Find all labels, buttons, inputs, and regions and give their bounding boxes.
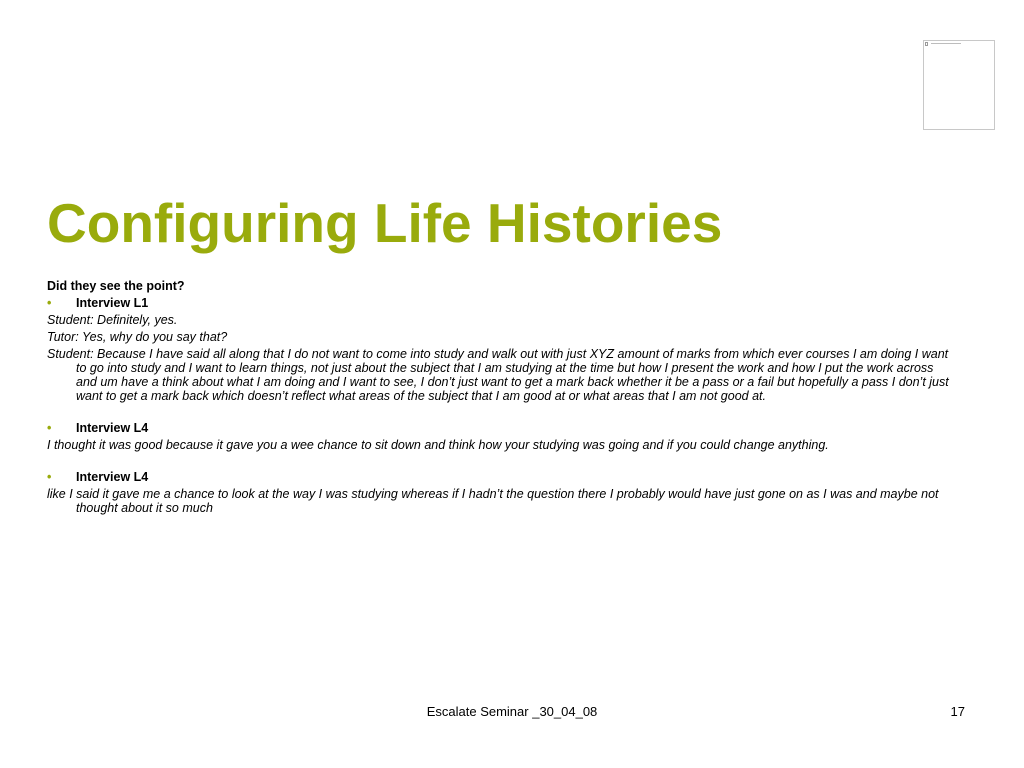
bullet-item-interview-l4-second bbox=[47, 470, 957, 484]
bullet-icon: • bbox=[47, 421, 52, 435]
transcript-line: like I said it gave me a chance to look at the way I was studying whereas if I hadn’t the question there I probably would have just gone on as I was and maybe not thought about it so much bbox=[47, 487, 939, 515]
bullet-icon: • bbox=[47, 470, 52, 484]
transcript-line: Tutor: Yes, why do you say that? bbox=[47, 330, 228, 344]
spacer bbox=[47, 406, 957, 421]
bullet-item-interview-l4 bbox=[47, 421, 957, 435]
interview-label: Interview L1 bbox=[76, 296, 149, 310]
spacer bbox=[47, 455, 957, 470]
slide-thumbnail-icon bbox=[925, 42, 928, 46]
page-number: 17 bbox=[950, 704, 965, 719]
slide-content bbox=[47, 279, 957, 518]
question-heading: Did they see the point? bbox=[47, 279, 185, 293]
thumbnail-text-line bbox=[931, 43, 961, 44]
bullet-item-interview-l1 bbox=[47, 296, 957, 310]
transcript-line: Student: Because I have said all along that I do not want to come into study and walk out with just XYZ amount of marks from which ever courses I am doing I want to go into study and I want to learn things, not just about the subject that I am studying at the time but how I present the work and how I put the work across and um have a think about what I am doing and I want to see, I don’t just want to get a mark back whether it be a pass or a fail but hopefully a pass I don’t just want to get a mark back which doesn’t reflect what areas of the subject that I am good at or what areas that I am not good at. bbox=[47, 347, 949, 403]
bullet-icon: • bbox=[47, 296, 52, 310]
slide-title: Configuring Life Histories bbox=[47, 192, 723, 254]
transcript-line: I thought it was good because it gave you a wee chance to sit down and think how your studying was going and if you could change anything. bbox=[47, 438, 829, 452]
interview-label: Interview L4 bbox=[76, 470, 149, 484]
slide-thumbnail bbox=[923, 40, 995, 130]
interview-label: Interview L4 bbox=[76, 421, 149, 435]
footer-title: Escalate Seminar _30_04_08 bbox=[426, 704, 598, 719]
transcript-line: Student: Definitely, yes. bbox=[47, 313, 178, 327]
